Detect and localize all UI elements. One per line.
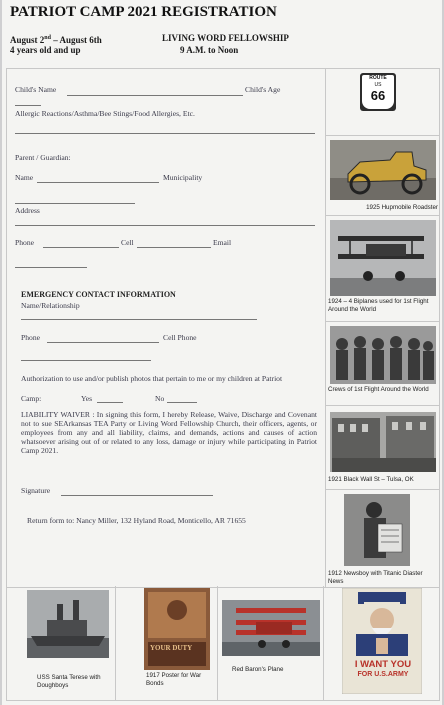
email-field[interactable] xyxy=(15,267,87,268)
address-field[interactable] xyxy=(15,225,315,226)
army-headline: I WANT YOU xyxy=(354,659,412,670)
allergies-field[interactable] xyxy=(15,133,315,134)
camp-organization: LIVING WORD FELLOWSHIP xyxy=(162,33,289,43)
yes-label: Yes xyxy=(81,394,93,403)
photo-column xyxy=(325,69,440,587)
route66-cell xyxy=(326,69,440,135)
liability-waiver-text: LIABILITY WAIVER : In signing this form, I hereby Release, Waive, Discharge and Covenant not to sue SEArkansas TEA Party or Living Word Fellowship Church, their officers, agents, or employees from any and all liability, claims, and demands, actions and causes of action whatsoever arising out of or related to any loss, damage or injury while participating in Patriot Camp 2021. xyxy=(21,410,317,455)
biplanes-photo xyxy=(330,220,436,296)
no-label: No xyxy=(155,394,165,403)
route66-us: US xyxy=(374,82,382,88)
name-relationship-label: Name/Relationship xyxy=(21,301,80,310)
emergency-heading: EMERGENCY CONTACT INFORMATION xyxy=(21,290,176,299)
address-label: Address xyxy=(15,206,40,215)
return-address: Return form to: Nancy Miller, 132 Hyland Road, Monticello, AR 71655 xyxy=(27,516,246,525)
route66-sign xyxy=(360,73,396,111)
war-bonds-poster xyxy=(144,588,210,670)
signature-label: Signature xyxy=(21,486,51,495)
cell-label: Cell xyxy=(121,238,134,247)
camp-label: Camp: xyxy=(21,394,42,403)
bottom-photo-row xyxy=(6,586,440,701)
allergies-label: Allergic Reactions/Asthma/Bee Stings/Food Allergies, Etc. xyxy=(15,109,195,118)
army-subheadline: FOR U.S.ARMY xyxy=(357,671,409,678)
no-field[interactable] xyxy=(167,402,197,403)
registration-form xyxy=(6,68,440,588)
crew-photo xyxy=(330,326,436,384)
ship-cell xyxy=(7,586,115,700)
emergency-phone-label: Phone xyxy=(21,333,40,342)
route66-label: ROUTE xyxy=(369,75,387,81)
red-baron-plane-photo xyxy=(222,600,320,656)
camp-dates-start: August 2 xyxy=(10,35,45,45)
photo-authorization-text: Authorization to use and/or publish photos that pertain to me or my children at Patriot xyxy=(21,374,283,383)
poster-text: YOUR DUTY xyxy=(150,644,193,652)
newsboy-cell xyxy=(326,489,440,588)
cell-field[interactable] xyxy=(137,247,211,248)
municipality-label: Municipality xyxy=(163,173,203,182)
name-relationship-field[interactable] xyxy=(21,319,257,320)
child-name-label: Child's Name xyxy=(15,85,57,94)
car-cell xyxy=(326,135,440,216)
emergency-phone-field[interactable] xyxy=(47,342,159,343)
name-extra-line[interactable] xyxy=(15,203,135,204)
crew-cell xyxy=(326,321,440,406)
camp-dates-suffix: nd xyxy=(44,35,51,41)
biplanes-caption: 1924 – 4 Biplanes used for 1st Flight Around the World xyxy=(328,298,429,313)
baron-cell xyxy=(217,586,324,700)
yes-field[interactable] xyxy=(97,402,123,403)
wallst-cell xyxy=(326,405,440,490)
biplanes-cell xyxy=(326,215,440,322)
car-caption: 1925 Hupmobile Roadster xyxy=(366,204,438,211)
poster-caption: 1917 Poster for War Bonds xyxy=(146,672,202,687)
newsboy-caption: 1912 Newsboy with Titanic Diaster News xyxy=(328,570,423,585)
army-poster-cell xyxy=(323,586,440,700)
cell-phone-label: Cell Phone xyxy=(163,333,197,342)
parent-name-label: Name xyxy=(15,173,34,182)
parent-name-field[interactable] xyxy=(37,182,159,183)
newsboy-photo xyxy=(344,494,410,566)
poster-cell xyxy=(115,586,218,700)
phone-label: Phone xyxy=(15,238,34,247)
wallst-caption: 1921 Black Wall St – Tulsa, OK xyxy=(328,476,414,483)
registration-sheet xyxy=(2,0,442,705)
crew-caption: Crews of 1st Flight Around the World xyxy=(328,386,429,393)
child-name-field[interactable] xyxy=(67,95,243,96)
camp-dates-end: – August 6th xyxy=(50,35,102,45)
hupmobile-photo xyxy=(330,140,436,200)
child-age-label: Child's Age xyxy=(245,85,281,94)
phone-field[interactable] xyxy=(43,247,119,248)
page-title: PATRIOT CAMP 2021 REGISTRATION xyxy=(10,4,277,20)
camp-time: 9 A.M. to Noon xyxy=(180,45,239,55)
cell-phone-field[interactable] xyxy=(21,360,151,361)
route66-number: 66 xyxy=(370,88,386,103)
wallst-photo xyxy=(330,412,436,472)
baron-caption: Red Baron's Plane xyxy=(232,666,284,673)
parent-guardian-label: Parent / Guardian: xyxy=(15,153,71,162)
email-label: Email xyxy=(213,238,232,247)
allergy-underline xyxy=(15,105,41,106)
camp-ages: 4 years old and up xyxy=(10,45,81,55)
ship-photo xyxy=(27,590,109,658)
signature-field[interactable] xyxy=(61,495,213,496)
ship-caption: USS Santa Terese with Doughboys xyxy=(37,674,101,689)
